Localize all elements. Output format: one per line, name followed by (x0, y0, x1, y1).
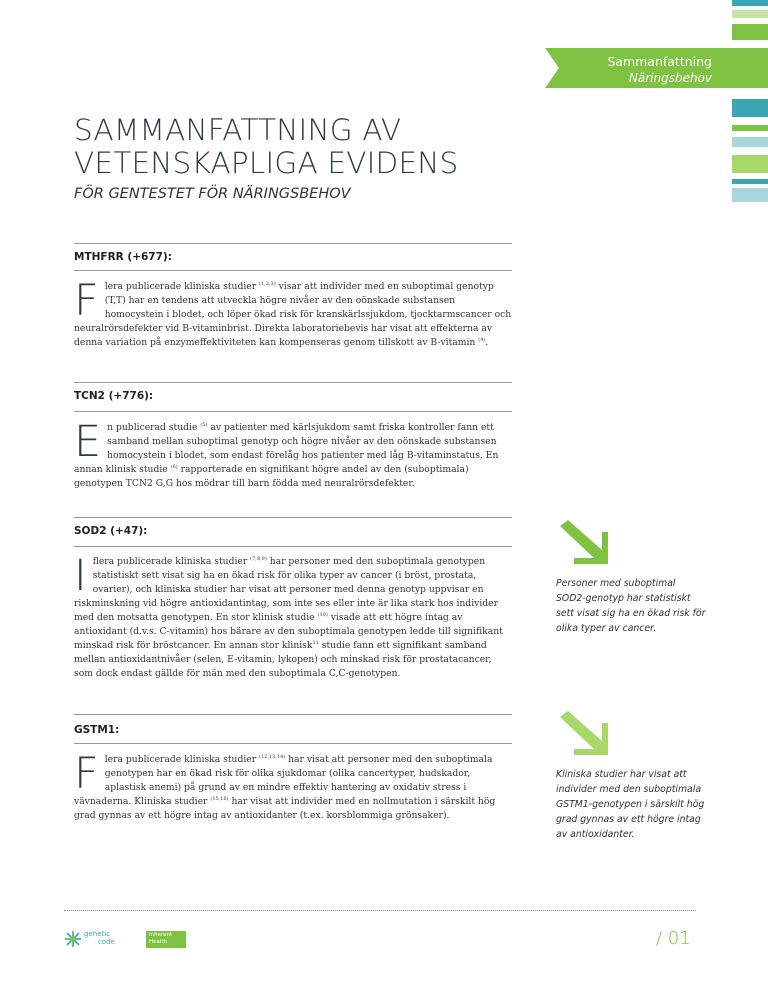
sunburst-icon (64, 930, 82, 948)
page-title-line1: SAMMANFATTNING AV (74, 113, 402, 147)
citation: (1,2,3) (259, 281, 276, 287)
text: rapporterade en signifikant högre andel av den (suboptimala) genotypen TCN2 G,G hos mödrar till barn födda med neuralrörsdefekter. (74, 464, 469, 489)
section-body-sod2 (74, 551, 512, 681)
genetic-code-logo-text2: code (98, 938, 115, 946)
section-body-gstm1 (74, 749, 512, 823)
citation: (4) (478, 337, 486, 343)
decor-strip (732, 0, 768, 6)
page-title (74, 114, 544, 180)
drop-cap: I (74, 551, 87, 601)
citation: (12,13,14) (259, 754, 286, 760)
arrow-down-right-icon (558, 520, 608, 564)
inherent-health-logo-line1: Inherent (149, 932, 173, 938)
drop-cap: F (74, 749, 99, 799)
text: visade att ett högre intag av antioxidant (d.v.s. C-vitamin) hos bärare av den suboptimala genotypen ledde till signifikant minskad risk för bröstcancer. En annan stor klinisk (74, 612, 503, 651)
section-rule (74, 546, 512, 547)
category-tag-subtitle: Näringsbehov (628, 71, 712, 85)
decor-strip (732, 179, 768, 184)
section-heading-tcn2: TCN2 (+776): (74, 390, 154, 402)
inherent-health-logo (146, 931, 186, 948)
text: lera publicerade kliniska studier (104, 281, 260, 292)
text: flera publicerade kliniska studier (92, 556, 251, 567)
text: har visat att personer med den suboptimala genotypen har en ökad risk för olika sjukdomar (olika cancertyper, hudskador, aplastisk anemi) på grund av en mindre effektiv hantering av oxidativ stress i vävnaderna. Kliniska studier (74, 754, 493, 807)
decor-strip (732, 10, 768, 18)
side-note-gstm1: Kliniska studier har visat att individer med den suboptimala GSTM1-genotypen i särskilt hög grad gynnas av ett högre intag av antioxidanter. (556, 769, 705, 840)
text: lera publicerade kliniska studier (104, 754, 260, 765)
section-body-mthfrr (74, 276, 512, 350)
decor-strip (732, 24, 768, 40)
section-rule (74, 270, 512, 271)
decor-strip (732, 125, 768, 131)
arrow-down-right-icon (558, 711, 608, 755)
text: har visat att individer med en nollmutation i särskilt hög grad gynnas av ett högre intag av antioxidanter (t.ex. korsblommiga grönsaker). (74, 796, 496, 821)
section-rule (74, 382, 512, 383)
text: har personer med den suboptimala genotypen statistiskt sett visat sig ha en ökad risk för olika typer av cancer (i bröst, prostata, ovarier), och kliniska studier har visat att personer med denna genotyp uppvisar en riskminskning vid högre antioxidantintag, som inte ses eller inte är lika stark hos individer med den motsatta genotypen. En stor klinisk studie (74, 556, 498, 623)
inherent-health-logo-line2: Health (149, 939, 168, 945)
citation: (15,16) (210, 796, 229, 802)
citation: (7,8,9) (250, 556, 267, 562)
side-note-sod2: Personer med suboptimal SOD2-genotyp har statistiskt sett visat sig ha en ökad risk för olika typer av cancer. (556, 578, 706, 634)
section-heading-mthfrr: MTHFRR (+677): (74, 251, 172, 263)
drop-cap: F (74, 276, 99, 326)
section-body-tcn2 (74, 417, 512, 491)
citation: (5) (200, 422, 208, 428)
citation: (6) (170, 464, 178, 470)
text: visar att individer med en suboptimal genotyp (T,T) har en tendens att utveckla högre nivåer av den oönskade substansen homocystein i blodet, och löper ökad risk för kranskärlssjukdom, tjocktarmscancer och neuralrörsdefekter vid B-vitaminbrist. Direkta laboratoriebevis har visat att effekterna av denna variation på enzymeffektiviteten kan kompenseras genom tillskott av B-vitamin (74, 281, 512, 348)
section-heading-sod2: SOD2 (+47): (74, 525, 148, 537)
section-rule (74, 517, 512, 518)
category-tag-title: Sammanfattning (607, 54, 712, 69)
page-subtitle: FÖR GENTESTET FÖR NÄRINGSBEHOV (74, 186, 351, 202)
genetic-code-logo-text1: genetic (84, 930, 111, 938)
text: . (485, 337, 489, 348)
section-rule (74, 243, 512, 244)
section-rule (74, 411, 512, 412)
section-rule (74, 743, 512, 744)
section-rule (74, 714, 512, 715)
page-title-line2: VETENSKAPLIGA EVIDENS (74, 146, 459, 180)
text: studie fann ett signifikant samband mellan antioxidantnivåer (selen, E-vitamin, lykopen) och minskad risk för prostatacancer, som dock endast gällde för män med den suboptimala C,C-genotypen. (74, 640, 492, 679)
text: av patienter med kärlsjukdom samt friska kontroller fann ett samband mellan suboptimal genotyp och högre nivåer av den oönskade substansen homocystein i blodet, som endast förelåg hos patienter med låg B-vitaminstatus. En annan klinisk studie (74, 422, 499, 475)
text: n publicerad studie (107, 422, 201, 433)
genetic-code-logo (64, 930, 128, 950)
decor-strip (732, 137, 768, 147)
decor-strip (732, 99, 768, 117)
decor-strip (732, 188, 768, 202)
drop-cap: E (74, 417, 102, 467)
citation: 11 (312, 640, 319, 646)
citation: (10) (317, 612, 328, 618)
section-heading-gstm1: GSTM1: (74, 724, 120, 736)
page-number: / 01 (656, 928, 691, 949)
decor-strip (732, 155, 768, 173)
footer-divider (64, 910, 696, 911)
